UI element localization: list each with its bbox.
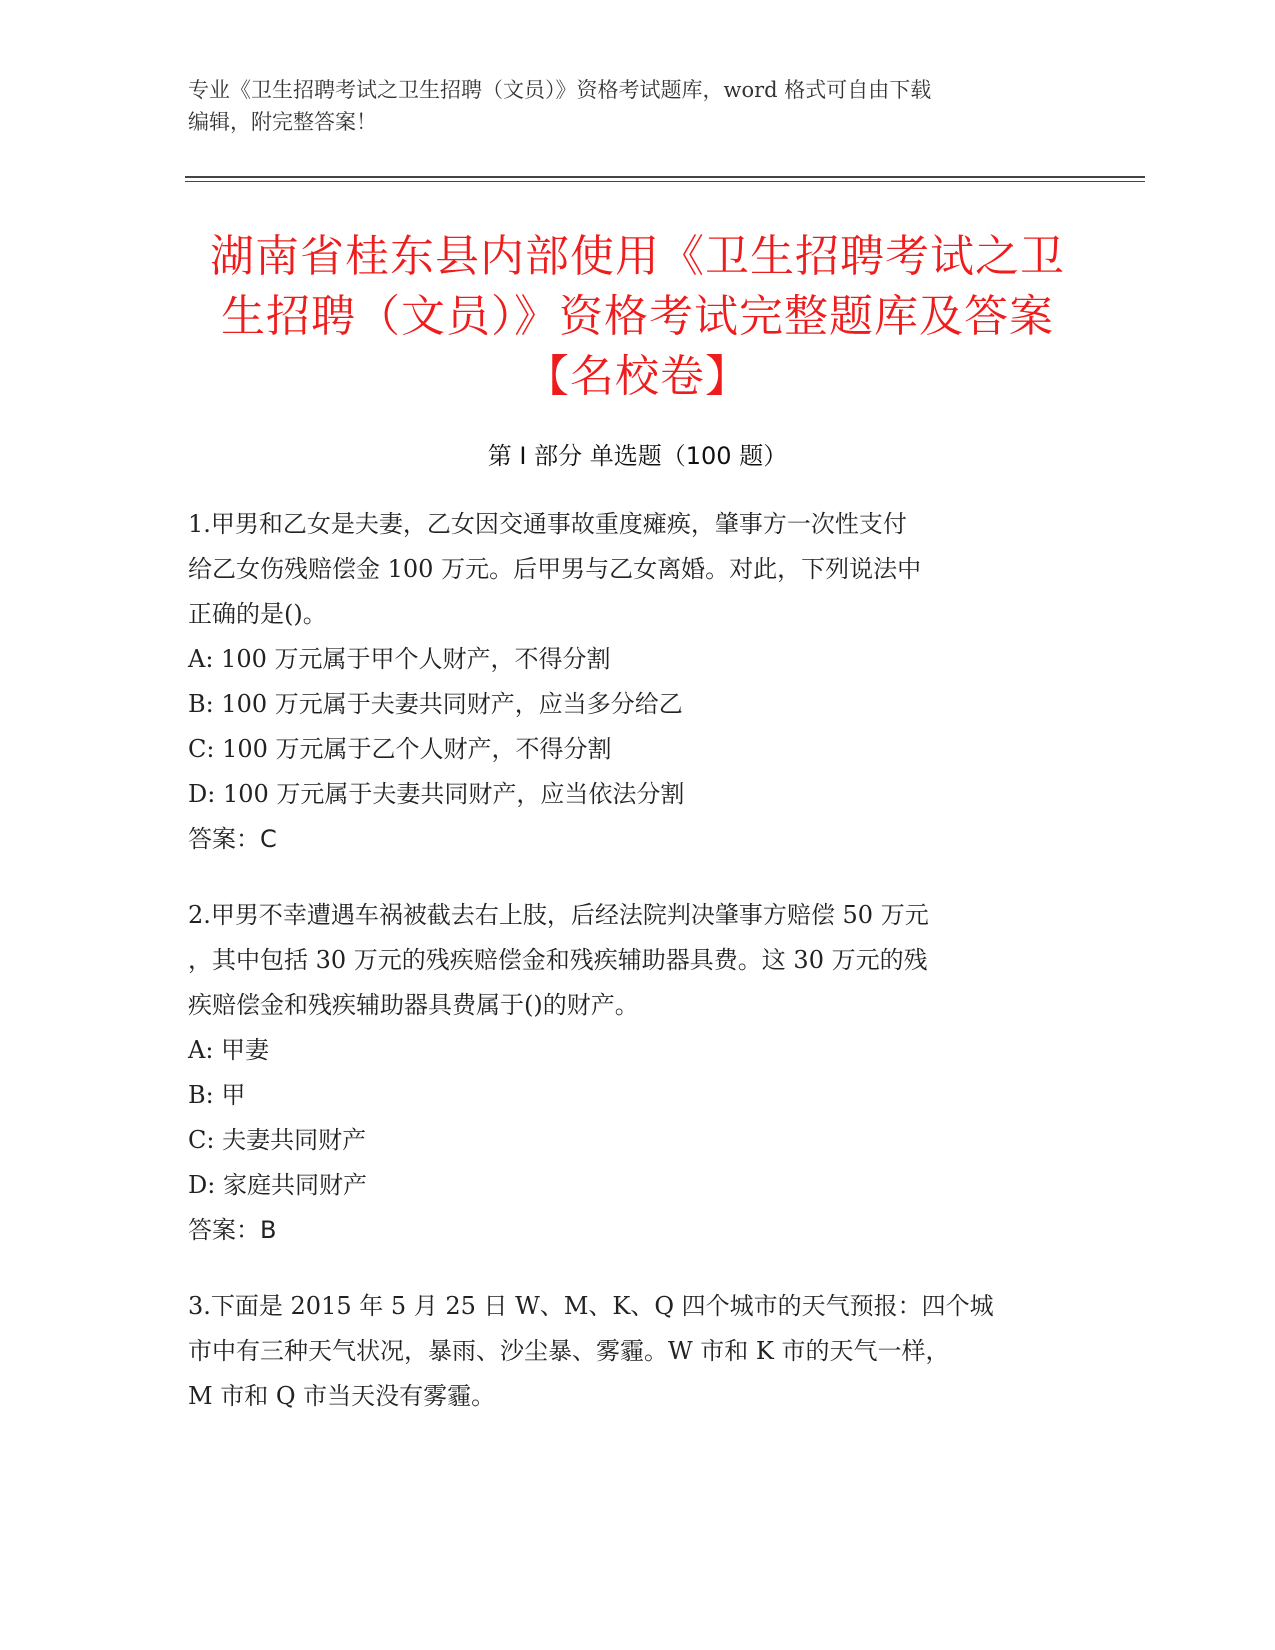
option-a: A: 100 万元属于甲个人财产，不得分割	[188, 645, 611, 673]
question-stem-line: ，其中包括 30 万元的残疾赔偿金和残疾辅助器具费。这 30 万元的残	[188, 946, 928, 974]
title-line-1: 湖南省桂东县内部使用《卫生招聘考试之卫	[210, 231, 1065, 282]
option-c: C: 100 万元属于乙个人财产，不得分割	[188, 735, 612, 763]
answer: 答案：C	[188, 825, 277, 853]
header-divider-thin	[185, 181, 1145, 182]
option-d: D: 家庭共同财产	[188, 1171, 367, 1199]
question-stem-line: 疾赔偿金和残疾辅助器具费属于()的财产。	[188, 991, 639, 1019]
question-2	[188, 893, 1068, 1253]
question-stem-line: M 市和 Q 市当天没有雾霾。	[188, 1382, 496, 1410]
answer: 答案：B	[188, 1216, 277, 1244]
question-stem-line: 正确的是()。	[188, 600, 327, 628]
question-stem-line: 市中有三种天气状况，暴雨、沙尘暴、雾霾。W 市和 K 市的天气一样，	[188, 1337, 950, 1365]
document-header	[188, 74, 1078, 138]
header-divider	[185, 176, 1145, 178]
question-stem-line: 2.甲男不幸遭遇车祸被截去右上肢，后经法院判决肇事方赔偿 50 万元	[188, 901, 929, 929]
question-1	[188, 502, 1068, 862]
section-heading: 第 I 部分 单选题（100 题）	[487, 442, 788, 470]
option-a: A: 甲妻	[188, 1036, 270, 1064]
question-stem-line: 3.下面是 2015 年 5 月 25 日 W、M、K、Q 四个城市的天气预报：四个城	[188, 1292, 994, 1320]
option-b: B: 甲	[188, 1081, 246, 1109]
option-d: D: 100 万元属于夫妻共同财产，应当依法分割	[188, 780, 685, 808]
page-title	[180, 227, 1095, 407]
option-b: B: 100 万元属于夫妻共同财产，应当多分给乙	[188, 690, 683, 718]
header-line-2: 编辑，附完整答案！	[188, 110, 377, 134]
title-line-3: 【名校卷】	[525, 351, 750, 402]
question-stem-line: 给乙女伤残赔偿金 100 万元。后甲男与乙女离婚。对此，下列说法中	[188, 555, 922, 583]
question-stem-line: 1.甲男和乙女是夫妻，乙女因交通事故重度瘫痪，肇事方一次性支付	[188, 510, 907, 538]
question-3	[188, 1284, 1068, 1419]
title-line-2: 生招聘（文员）》资格考试完整题库及答案	[221, 291, 1054, 342]
option-c: C: 夫妻共同财产	[188, 1126, 367, 1154]
header-line-1: 专业《卫生招聘考试之卫生招聘（文员）》资格考试题库，word 格式可自由下载	[188, 78, 932, 102]
